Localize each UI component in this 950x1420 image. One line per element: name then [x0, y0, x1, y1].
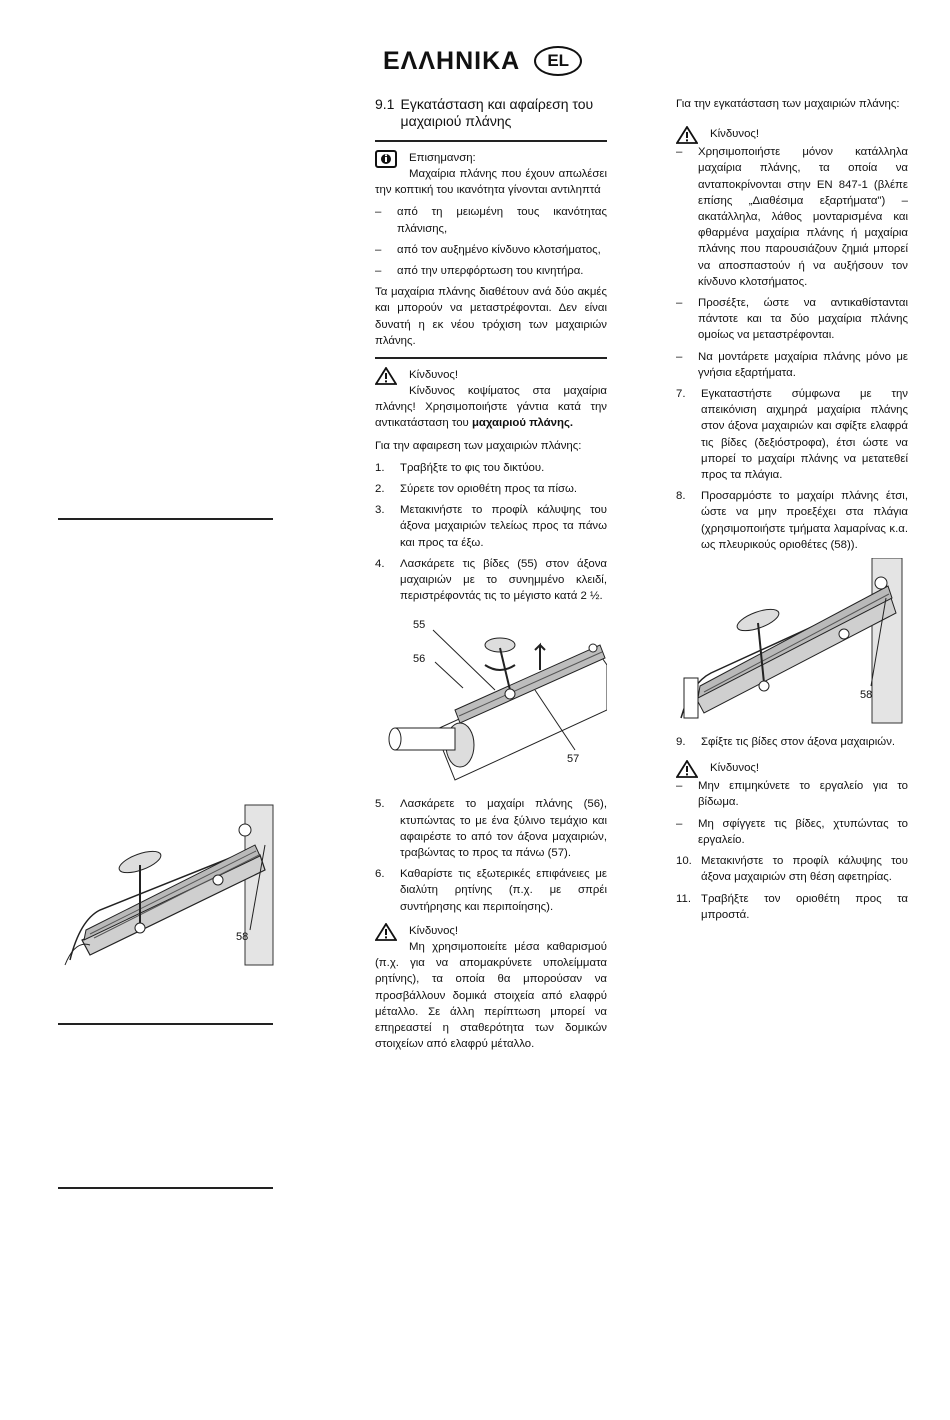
danger-divider	[375, 357, 607, 359]
section-title: Εγκατάσταση και αφαίρεση του μαχαιριού πλάνης	[400, 96, 594, 129]
danger-label: Κίνδυνος!	[710, 762, 760, 775]
middle-column	[375, 96, 607, 1058]
step-item: 10. Μετακινήστε το προφίλ κάλυψης του άξονα μαχαιριών στη θέση αφετηρίας.	[676, 855, 908, 884]
danger-text: Μη χρησιμοποιείτε μέσα καθαρισμού (π.χ. για να απομακρύνετε υπολείμματα ρητίνης), τα οποία θα μπορούσαν να προσβάλλουν δομικά στοιχεία από ελαφρύ μέταλλο. Σε άλλη περίπτωση μπορεί να επηρεαστεί η σταθερότητα των δομικών στοιχείων από ελαφρύ μέταλλο.	[375, 940, 607, 1051]
danger-item: – Μη σφίγγετε τις βίδες, χτυπώντας το εργαλείο.	[676, 817, 908, 846]
step-item: 3. Μετακινήστε το προφίλ κάλυψης του άξονα μαχαιριών τελείως προς τα πάνω και προς τα έξω.	[375, 504, 607, 549]
language-title: ΕΛΛΗΝΙΚΑ	[383, 46, 521, 75]
left-divider-1	[58, 518, 273, 520]
left-divider-3	[58, 1187, 273, 1189]
left-divider-2	[58, 1023, 273, 1025]
step-item: 6. Καθαρίστε τις εξωτερικές επιφάνειες με διαλύτη ρητίνης (π.χ. με σπρέι συντήρησης και περιποίησης).	[375, 868, 607, 913]
step-item: 8. Προσαρμόστε το μαχαίρι πλάνης έτσι, ώστε να μην προεξέχει στα πλάγια (χρησιμοποιήστε τμήματα λαμαρίνας κ.α. ως πλευρικούς οριοθέτες (58)).	[676, 490, 908, 551]
install-intro: Για την εγκατάσταση των μαχαιριών πλάνης:	[676, 98, 900, 110]
danger-text: Κίνδυνος κοψίματος στα μαχαίρια πλάνης! Χρησιμοποιήστε γάντια κατά την αντικατάσταση του μαχαιριού πλάνης.	[375, 385, 607, 430]
warning-triangle-icon	[676, 126, 698, 144]
language-badge: EL	[534, 46, 582, 76]
section-heading	[375, 96, 607, 130]
danger-item: – Χρησιμοποιήστε μόνον κατάλληλα μαχαίρια πλάνης, τα οποία να ανταποκρίνονται στην EN 847-1 (βλέπε επίσης „Διαθέσιμα εξαρτήματα") – ακατάλληλα, λάθος μονταρισμένα και φθαρμένα μαχαίρια πλάνης ή μαχαίρια πλάνης που παρουσιάζουν ζημιά μπορεί να αποσπαστούν ή να αυξήσουν τον κίνδυνο κλοτσήματος.	[676, 146, 908, 288]
note-outro: Τα μαχαίρια πλάνης διαθέτουν ανά δύο ακμές και μπορούν να μεταστρέφονται. Δεν είναι δυνατή η εκ νέου τρόχιση των μαχαιριών πλάνης.	[375, 286, 607, 347]
step-item: 11. Τραβήξτε τον οριοθέτη προς τα μπροστά.	[676, 892, 908, 921]
step-item: 9. Σφίξτε τις βίδες στον άξονα μαχαιριών.	[676, 736, 896, 749]
info-icon	[375, 150, 397, 168]
warning-triangle-icon	[375, 923, 397, 941]
right-planer-figure	[676, 558, 908, 728]
section-number: 9.1	[375, 96, 395, 112]
right-figure-label-58: 58	[860, 689, 873, 702]
right-column	[676, 96, 908, 928]
danger-item: – Προσέξτε, ώστε να αντικαθίστανται πάντοτε και τα δύο μαχαίρια πλάνης ομοίως να μεταστρέφονται.	[676, 297, 908, 342]
note-intro: Μαχαίρια πλάνης που έχουν απωλέσει την κοπτική του ικανότητα γίνονται αντιληπτά	[375, 168, 607, 197]
step-item: 2. Σύρετε τον οριοθέτη προς τα πίσω.	[375, 483, 578, 496]
label-57: 57	[567, 753, 580, 766]
note-label: Επισημανση:	[409, 152, 476, 164]
step-item: 1. Τραβήξτε το φις του δικτύου.	[375, 461, 545, 474]
step-item: 4. Λασκάρετε τις βίδες (55) στον άξονα μαχαιριών με το συνημμένο κλειδί, περιστρέφοντάς τις το μέγιστο κατά 2 ½.	[375, 557, 607, 603]
removal-intro: Για την αφαιρεση των μαχαιριών πλάνης:	[375, 439, 582, 452]
danger-box-cut	[375, 367, 607, 432]
warning-triangle-icon	[375, 367, 397, 385]
note-box	[375, 150, 607, 349]
danger-label: Κίνδυνος!	[409, 369, 459, 382]
language-header	[383, 46, 582, 76]
label-56: 56	[413, 653, 426, 666]
danger-box-knives	[676, 126, 908, 381]
danger-box-cleaning	[375, 923, 607, 1052]
note-item: – από τη μειωμένη τους ικανότητας πλάνισης,	[375, 206, 607, 235]
warning-triangle-icon	[676, 760, 698, 778]
label-55: 55	[413, 619, 426, 632]
danger-box-screws	[676, 760, 908, 848]
danger-label: Κίνδυνος!	[710, 128, 760, 141]
danger-item: – Μην επιμηκύνετε το εργαλείο για το βίδωμα.	[676, 780, 908, 809]
step-item: 5. Λασκάρετε το μαχαίρι πλάνης (56), κτυπώντας το με ένα ξύλινο τεμάχιο και αφαιρέστε το από τον άξονα μαχαιριών, τραβώντας το προς τα πάνω (57).	[375, 798, 607, 860]
left-planer-figure	[60, 800, 280, 970]
note-item: – από τον αυξημένο κίνδυνο κλοτσήματος,	[375, 243, 601, 256]
note-item: – από την υπερφόρτωση του κινητήρα.	[375, 265, 584, 278]
middle-planer-figure	[375, 610, 607, 790]
section-divider	[375, 140, 607, 142]
step-item: 7. Εγκαταστήστε σύμφωνα με την απεικόνιση αιχμηρά μαχαίρια πλάνης στον άξονα μαχαιριών και σφίξτε ελαφρά τις βίδες (δεξιόστροφα), έτσι ώστε να μπορεί το μαχαίρι πλάνης να μετατεθεί προς τα πλάγια.	[676, 388, 908, 482]
danger-item: – Να μοντάρετε μαχαίρια πλάνης μόνο με γνήσια εξαρτήματα.	[676, 350, 908, 379]
left-figure-label-58: 58	[236, 931, 249, 943]
danger-label: Κίνδυνος!	[409, 924, 459, 937]
